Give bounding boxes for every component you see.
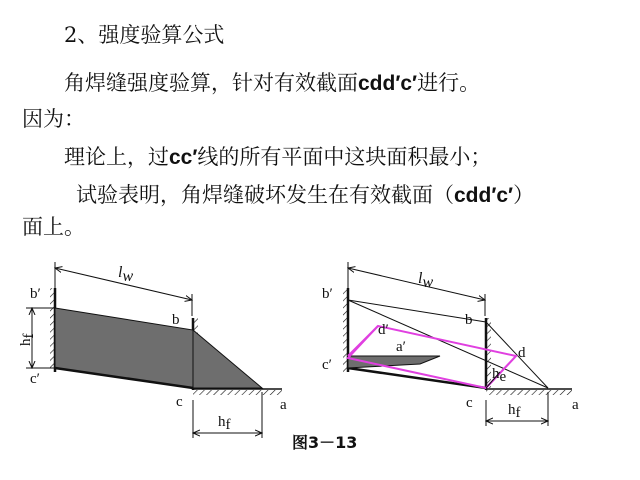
right-effective-edge-left xyxy=(348,326,378,356)
right-lw-label: lw xyxy=(418,270,434,291)
left-base-plate-hatch xyxy=(193,390,282,395)
right-label-b-prime: b′ xyxy=(322,286,333,302)
para4-text: 面上。 xyxy=(22,215,85,239)
para2-text-post: 线的所有平面中这块面积最小； xyxy=(197,145,492,169)
left-hf-bottom-label: hf xyxy=(218,414,231,433)
right-front-plate-hatch xyxy=(487,318,491,388)
right-he-label: he xyxy=(492,366,507,385)
para1-text-post: 进行。 xyxy=(417,71,481,95)
para3-text-post: ） xyxy=(513,183,535,207)
right-label-a: a xyxy=(572,397,579,413)
right-label-d-prime: d′ xyxy=(378,322,389,338)
right-label-a-prime: a′ xyxy=(396,339,406,355)
left-label-b-prime: b′ xyxy=(30,286,41,302)
para2-text-pre: 理论上，过 xyxy=(64,145,169,169)
para2-symbol: cc′ xyxy=(169,146,198,169)
right-label-c: c xyxy=(466,395,473,411)
right-weld-diagonal xyxy=(348,300,548,388)
para3-text-pre: 试验表明，角焊缝破坏发生在有效截面（ xyxy=(76,183,454,207)
left-label-c: c xyxy=(176,394,183,410)
left-label-b: b xyxy=(172,312,180,328)
left-label-c-prime: c′ xyxy=(30,371,40,387)
heading-text: 2、强度验算公式 xyxy=(64,23,225,47)
right-base-plate-hatch xyxy=(486,390,572,395)
left-lw-label: lw xyxy=(118,264,134,285)
right-weld-diagram xyxy=(322,262,579,426)
reason-text: 因为： xyxy=(22,107,85,131)
para1-symbol: cdd′c′ xyxy=(358,72,418,95)
left-back-plate-hatch xyxy=(50,288,54,368)
right-hf-bottom-label: hf xyxy=(508,402,521,421)
para3-symbol: cdd′c′ xyxy=(454,184,514,207)
left-weld-section xyxy=(193,330,262,388)
para1-text-pre: 角焊缝强度验算，针对有效截面 xyxy=(64,71,358,95)
left-weld-diagram xyxy=(18,262,287,438)
right-weld-root xyxy=(348,368,486,388)
figure-caption: 图3－13 xyxy=(292,433,358,452)
right-lw-dimension-line xyxy=(348,268,485,300)
left-hf-label: hf xyxy=(18,333,37,346)
right-back-plate-hatch xyxy=(343,288,347,372)
right-label-b: b xyxy=(465,312,473,328)
right-label-c-prime: c′ xyxy=(322,357,332,373)
right-label-d: d xyxy=(518,345,526,361)
left-label-a: a xyxy=(280,397,287,413)
